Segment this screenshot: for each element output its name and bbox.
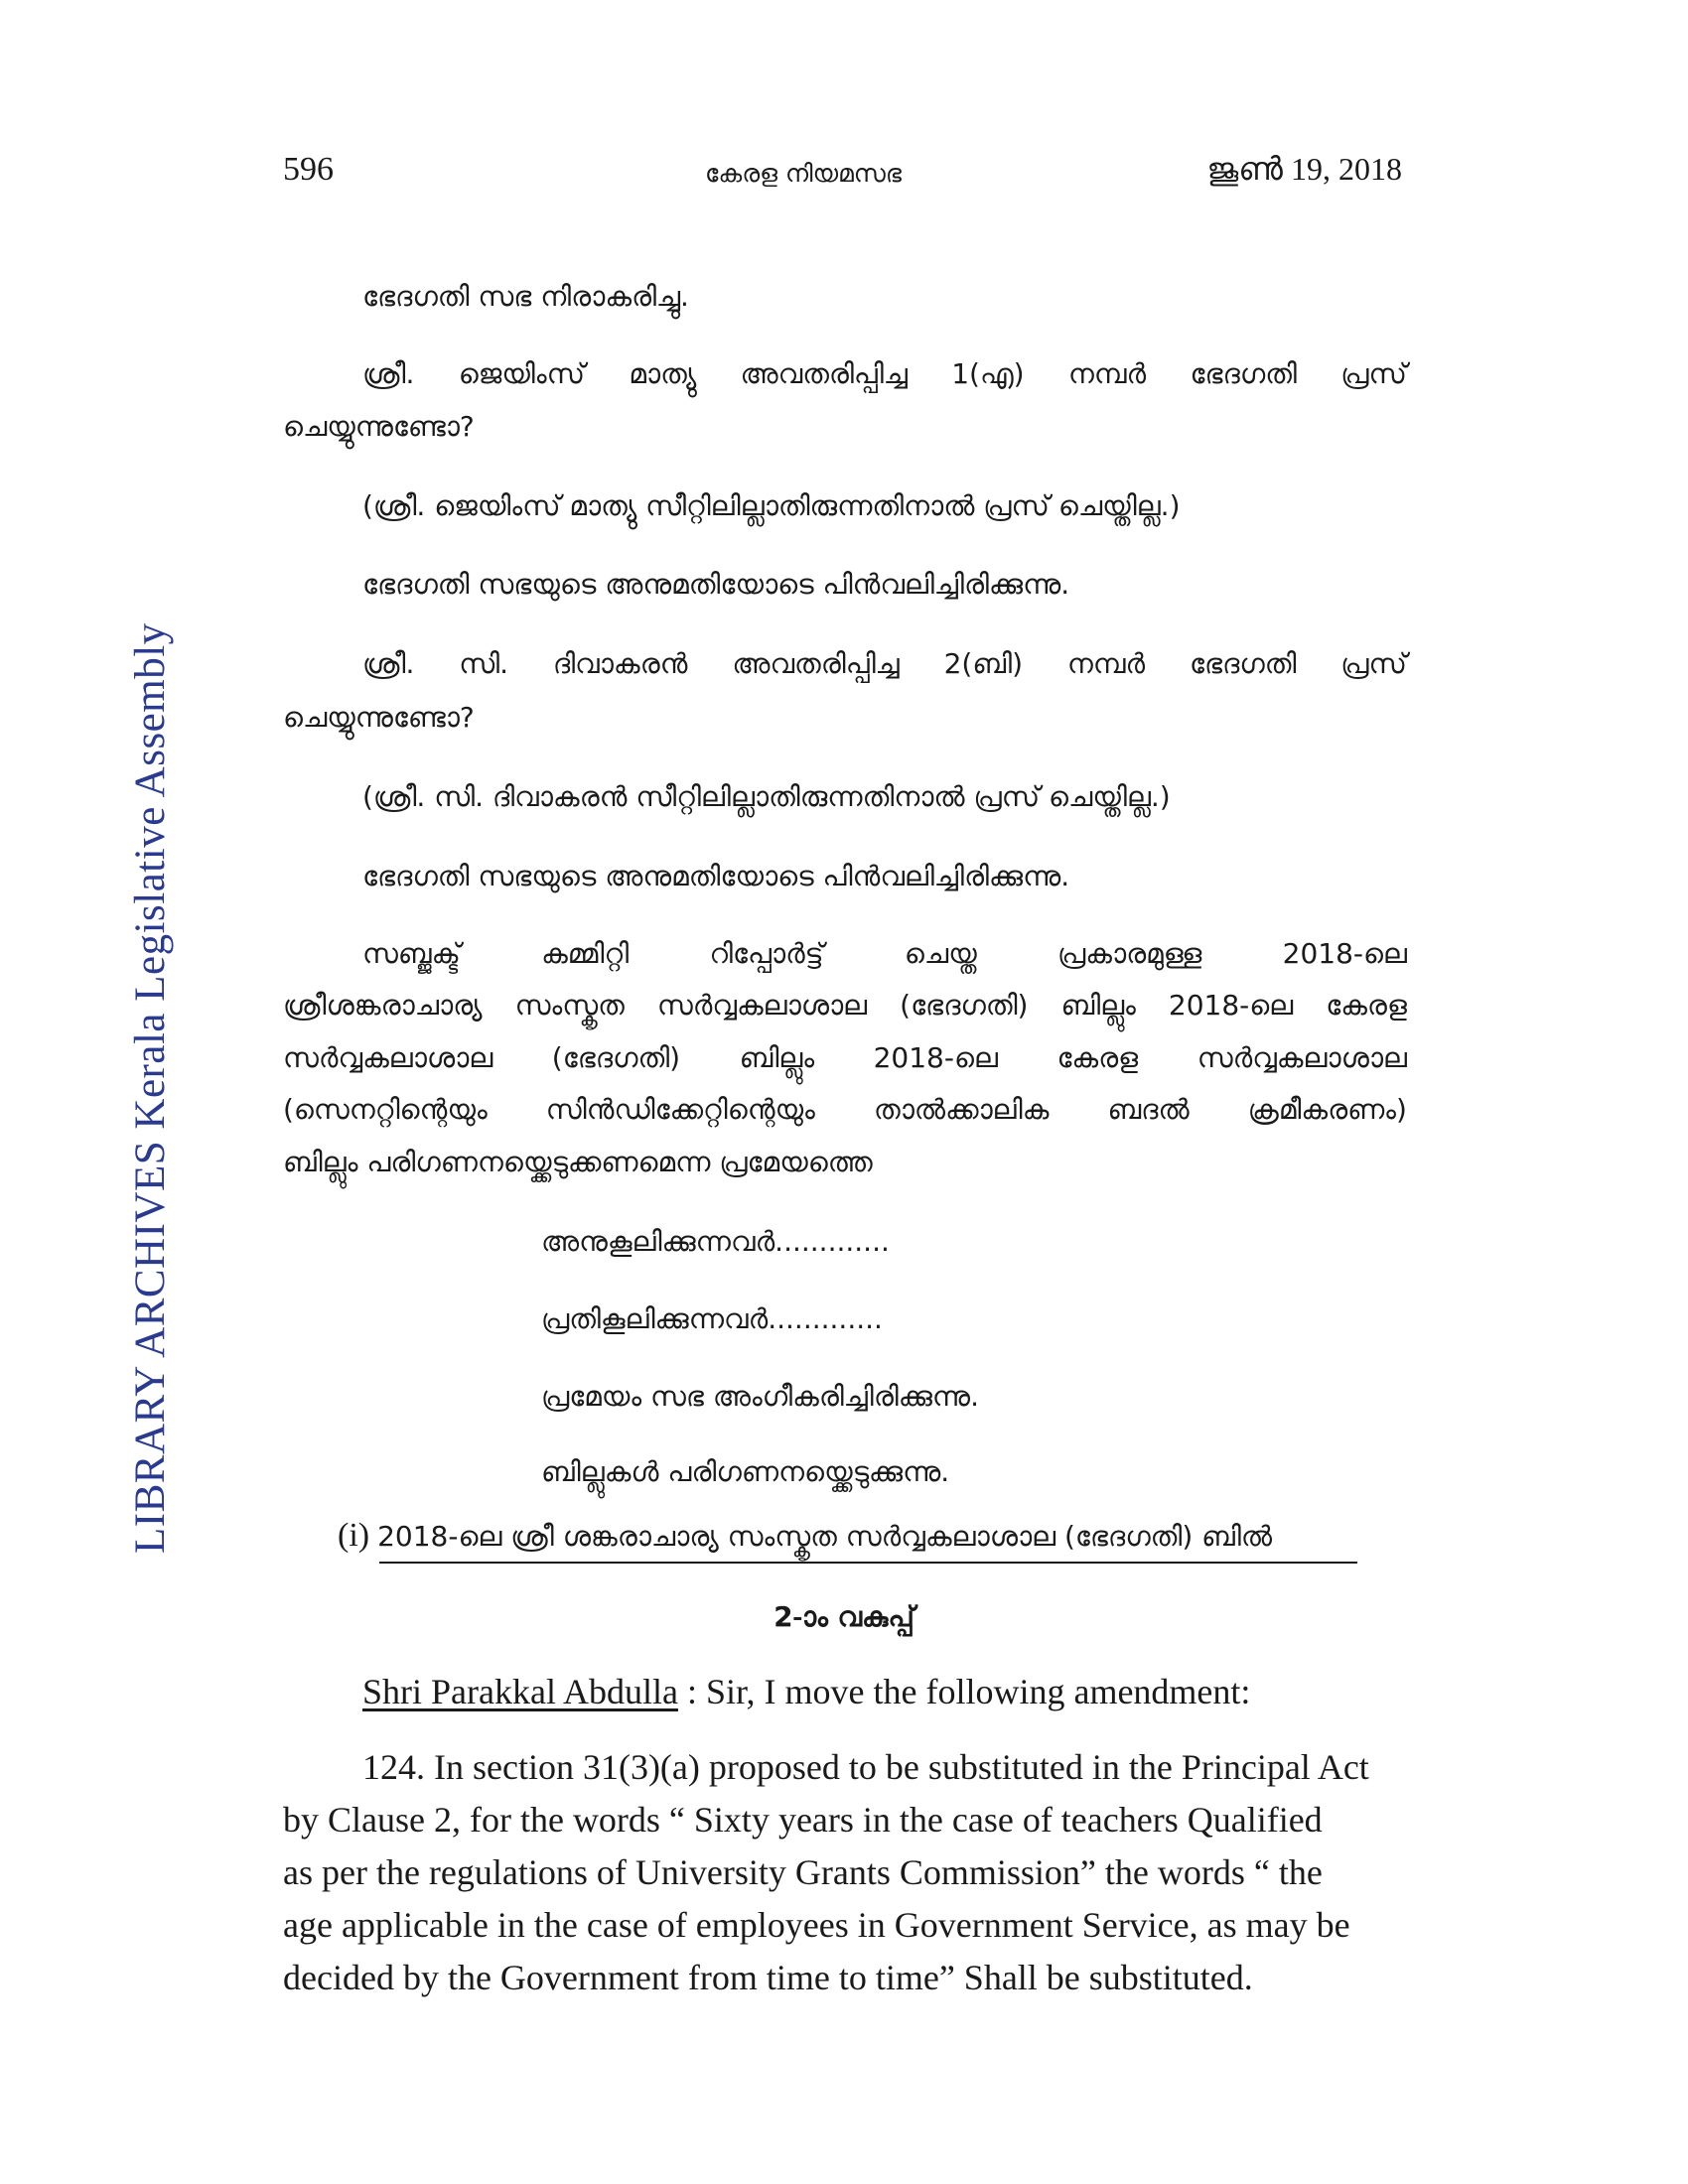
- word: നമ്പർ: [1067, 357, 1147, 390]
- word: 1(എ): [951, 357, 1025, 390]
- word: അവതരിപ്പിച്ച: [740, 357, 908, 390]
- word: 2018-ലെ: [1168, 989, 1294, 1022]
- word: (സെനറ്റിന്റെയും: [283, 1093, 488, 1126]
- amendment-line-1: 124. In section 31(3)(a) proposed to be substituted in the Principal Act: [362, 1747, 1369, 1787]
- paragraph-withdrawn-1: ഭേദഗതി സഭയുടെ അനുമതിയോടെ പിൻവലിച്ചിരിക്കുന്നു.: [362, 568, 1070, 601]
- word: കമ്മിറ്റി: [541, 937, 630, 970]
- vote-in-favour: അനുകൂലിക്കുന്നവർ.............: [541, 1225, 890, 1258]
- word: 2018-ലെ: [1282, 937, 1407, 970]
- motion-adopted: പ്രമേയം സഭ അംഗീകരിച്ചിരിക്കുന്നു.: [541, 1380, 979, 1413]
- word: ശ്രീ.: [362, 647, 415, 680]
- word: ചെയ്ത: [904, 937, 977, 970]
- bill-number: (i): [338, 1517, 370, 1554]
- paragraph-amendment-rejected: ഭേദഗതി സഭ നിരാകരിച്ചു.: [362, 280, 689, 313]
- word: സർവ്വകലാശാല: [656, 989, 868, 1022]
- bill-title: 2018-ലെ ശ്രീ ശങ്കരാചാര്യ സംസ്കൃത സർവ്വകലാശാല (ഭേദഗതി) ബിൽ: [377, 1520, 1273, 1553]
- word: പ്രകാരമുള്ള: [1057, 937, 1202, 970]
- amendment-line-5: decided by the Government from time to time” Shall be substituted.: [283, 1958, 1253, 1997]
- paragraph-withdrawn-2: ഭേദഗതി സഭയുടെ അനുമതിയോടെ പിൻവലിച്ചിരിക്കുന്നു.: [362, 860, 1070, 892]
- paragraph-press-query-1-cont: ചെയ്യുന്നുണ്ടോ?: [283, 410, 475, 443]
- amendment-line-4: age applicable in the case of employees in Government Service, as may be: [283, 1905, 1350, 1945]
- bill-title-underline: [379, 1562, 1357, 1564]
- speaker-line: [362, 1671, 1250, 1712]
- word: ബില്ലും: [739, 1041, 815, 1074]
- word: ബദൽ: [1107, 1093, 1190, 1126]
- amendment-line-2: by Clause 2, for the words “ Sixty years in the case of teachers Qualified: [283, 1800, 1323, 1840]
- paragraph-not-pressed-2: (ശ്രീ. സി. ദിവാകരൻ സീറ്റിലില്ലാതിരുന്നതിനാൽ പ്രസ് ചെയ്തില്ല.): [362, 780, 1171, 813]
- paragraph-press-query-1: [362, 357, 1407, 391]
- word: സർവ്വകലാശാല: [1196, 1041, 1407, 1074]
- page-number: 596: [283, 151, 334, 188]
- word: 2(ബി): [943, 647, 1024, 680]
- speaker-name: Shri Parakkal Abdulla: [362, 1672, 678, 1711]
- word: ശ്രീ.: [362, 357, 415, 390]
- word: ജെയിംസ്: [458, 357, 586, 390]
- paragraph-press-query-2-cont: ചെയ്യുന്നുണ്ടോ?: [283, 701, 475, 734]
- word: സംസ്കൃത: [514, 989, 625, 1022]
- paragraph-motion-line4: [283, 1093, 1407, 1127]
- word: കേരള: [1326, 989, 1407, 1022]
- word: ബില്ലും: [1060, 989, 1136, 1022]
- word: ക്രമീകരണം): [1247, 1093, 1407, 1126]
- word: (ഭേദഗതി): [900, 989, 1029, 1022]
- paragraph-press-query-2: [362, 647, 1407, 681]
- paragraph-motion-line1: [362, 937, 1407, 971]
- word: 2018-ലെ: [873, 1041, 998, 1074]
- word: അവതരിപ്പിച്ച: [732, 647, 900, 680]
- header-date: ജൂൺ 19, 2018: [1206, 151, 1402, 187]
- word: സബ്ജക്ട്: [362, 937, 461, 970]
- word: കേരള: [1056, 1041, 1139, 1074]
- paragraph-not-pressed-1: (ശ്രീ. ജെയിംസ് മാത്യു സീറ്റിലില്ലാതിരുന്നതിനാൽ പ്രസ് ചെയ്തില്ല.): [362, 489, 1181, 522]
- header-title: കേരള നിയമസഭ: [705, 159, 902, 188]
- word: സർവ്വകലാശാല: [283, 1041, 493, 1074]
- bills-taken-up: ബില്ലുകൾ പരിഗണനയ്ക്കെടുക്കുന്നു.: [541, 1455, 950, 1488]
- word: സിൻഡിക്കേറ്റിന്റെയും: [545, 1093, 815, 1126]
- amendment-line-3: as per the regulations of University Grants Commission” the words “ the: [283, 1852, 1323, 1892]
- word: സി.: [459, 647, 509, 680]
- archive-watermark: LIBRARY ARCHIVES Kerala Legislative Assembly: [127, 622, 174, 1554]
- word: മാത്യു: [629, 357, 697, 390]
- word: താൽക്കാലിക: [874, 1093, 1050, 1126]
- paragraph-motion-line3: [283, 1041, 1407, 1075]
- bill-heading: [338, 1517, 1272, 1555]
- word: ദിവാകരൻ: [552, 647, 688, 680]
- vote-against: പ്രതികൂലിക്കുന്നവർ.............: [541, 1302, 883, 1335]
- paragraph-motion-line5: ബില്ലും പരിഗണനയ്ക്കെടുക്കണമെന്ന പ്രമേയത്തെ: [283, 1146, 873, 1178]
- word: റിപ്പോർട്ട്: [709, 937, 824, 970]
- paragraph-motion-line2: [283, 989, 1407, 1023]
- word: ഭേദഗതി: [1189, 647, 1297, 680]
- word: (ഭേദഗതി): [551, 1041, 681, 1074]
- section-heading: 2-ാം വകുപ്പ്: [774, 1600, 914, 1633]
- word: നമ്പർ: [1066, 647, 1146, 680]
- word: പ്രസ്: [1340, 357, 1407, 390]
- word: ഭേദഗതി: [1190, 357, 1297, 390]
- word: പ്രസ്: [1340, 647, 1407, 680]
- speaker-statement: : Sir, I move the following amendment:: [677, 1672, 1251, 1711]
- word: ശ്രീശങ്കരാചാര്യ: [283, 989, 483, 1022]
